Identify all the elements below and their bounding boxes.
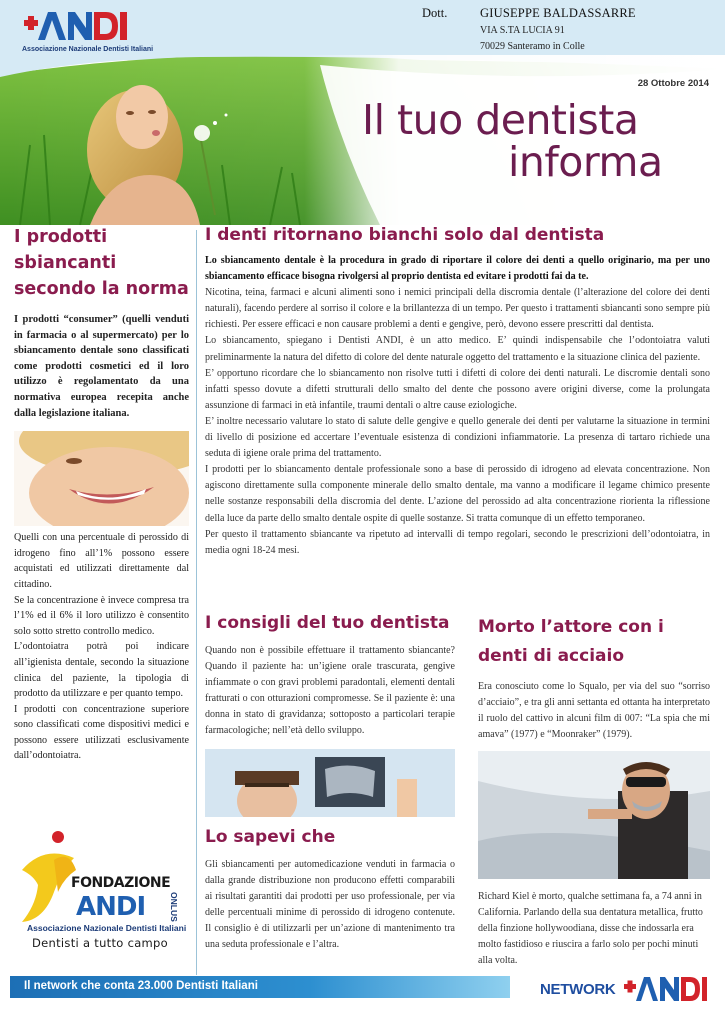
left-column [14, 224, 189, 764]
left-paragraph: Quelli con una percentuale di perossido di idrogeno fino all’1% possono essere acquistati ed utilizzati direttamente dal cittadino. [14, 532, 189, 590]
andi-logo-icon [22, 10, 132, 42]
left-paragraph: L’odontoiatra potrà poi indicare all’igienista dentale, secondo la situazione clinica del paziente, la tipologia di prodotto da utilizzare e per quanto tempo. [14, 641, 189, 700]
doctor-address-line1: VIA S.TA LUCIA 91 [480, 25, 565, 36]
fondazione-onlus: ONLUS [169, 892, 179, 922]
network-andi-mark-icon [622, 974, 712, 1004]
morto-heading: Morto l’attore con i denti di acciaio [478, 617, 664, 666]
main-article [205, 225, 710, 559]
left-heading: I prodotti sbiancanti secondo la norma [14, 227, 189, 299]
sapevi-text: Gli sbiancamenti per automedicazione venduti in farmacia o dalla grande distribuzione non producono effetti comparabili ai risultati garantiti dai prodotti per uso professionale, per via delle percentuali minime di perossido di idrogeno contenute. Il consiglio è di utilizzarli per un’azione di mantenimento tra una seduta professionale e l’altra. [205, 859, 455, 950]
right-column [478, 613, 710, 969]
consigli-text: Quando non è possibile effettuare il trattamento sbiancante? Quando il paziente ha: un’igiene orale trascurata, gengive infiammate o con gravi problemi paradontali, elementi dentali fratturati o con otturazioni compromesse. Se il paziente è: una donna in stato di gravidanza; sottoposto a particolari terapie farmacologiche; nell’età dello sviluppo. [205, 645, 455, 736]
middle-column [205, 613, 455, 953]
left-paragraph: I prodotti con concentrazione superiore sono classificati come dispositivi medici e possono essere utilizzati esclusivamente dall’odontoiatra. [14, 703, 189, 762]
column-divider [196, 230, 197, 975]
main-paragraph: E’ inoltre necessario valutare lo stato di salute delle gengive e quello generale dei denti per valutarne la situazione in termini di livello di posizione ed accertare l’eventuale esistenza di condizioni infiammatorie. La presenza di tartaro richiede una seduta di igiene orale prima del trattamento. [205, 415, 710, 460]
main-paragraph: Nicotina, teina, farmaci e alcuni alimenti sono i nemici principali della discromia dentale (l’alterazione del colore dei denti naturali), facendo perdere al sorriso il colore e la brillantezza di un tempo. Per questo i trattamenti sbiancanti sono sempre più richiesti. Per essere efficaci e non causare problemi a denti e gengive, però, devono essere prescritti dal dentista. [205, 287, 710, 331]
fondazione-andi-logo[interactable] [14, 830, 189, 955]
fondazione-tagline: Dentisti a tutto campo [32, 936, 168, 950]
network-andi-logo[interactable] [540, 974, 710, 1004]
doctor-address-line2: 70029 Santeramo in Colle [480, 41, 585, 52]
fondazione-assoc-caption: Associazione Nazionale Dentisti Italiani [27, 923, 187, 933]
dott-label: Dott. [422, 6, 448, 20]
left-paragraph: Se la concentrazione è invece compresa tra l’1% ed il 6% il loro utilizzo è consentito solo sotto stretto controllo medico. [14, 594, 189, 637]
doctor-name: GIUSEPPE BALDASSARRE [480, 6, 636, 20]
page-title-line2: informa [508, 138, 663, 186]
main-body [205, 285, 710, 559]
main-paragraph: Per questo il trattamento sbiancante va ripetuto ad intervalli di tempo regolari, secondo le prescrizioni dell’odontoiatra, in media ogni 18-24 mesi. [205, 528, 710, 556]
main-heading: I denti ritornano bianchi solo dal dentista [205, 225, 605, 245]
fondazione-andi-word: ANDI [76, 892, 146, 922]
footer-text: Il network che conta 23.000 Dentisti Italiani [24, 980, 258, 992]
dentist-xray-image [205, 749, 455, 817]
sapevi-heading: Lo sapevi che [205, 827, 336, 847]
main-paragraph: Lo sbiancamento, spiegano i Dentisti ANDI, è un atto medico. E’ quindi indispensabile che l’odontoiatra valuti preliminarmente la natura del difetto di colore del dente naturale oggetto del trattamento e la situazione clinica del paziente. [205, 335, 710, 363]
main-paragraph: E’ opportuno ricordare che lo sbiancamento non risolve tutti i difetti di colore dei denti naturali. Le discromie dentali sono infatti spesso dovute a difetti strutturali dello smalto del dente che possono avere origini diverse, come la prolungata assunzione di farmaci in età infantile, traumi dentali o altre cause eziologiche. [205, 367, 710, 411]
network-word: NETWORK [540, 981, 616, 998]
left-lead: I prodotti “consumer” (quelli venduti in farmacia o al supermercato) per lo sbiancamento dentale sono classificati come prodotti cosmetici ed il loro utilizzo è regolamentato da una normativa europea recepita anche dalla legislazione italiana. [14, 314, 189, 419]
left-body [14, 530, 189, 764]
fondazione-word: FONDAZIONE [71, 875, 171, 891]
andi-logo[interactable] [10, 10, 160, 54]
page-title-line1: Il tuo dentista [362, 96, 639, 144]
morto-text-1: Era conosciuto come lo Squalo, per via del suo “sorriso d’acciaio”, e tra gli anni settanta ed ottanta ha interpretato il ruolo del cattivo in alcuni film di 007: “La spia che mi amava” (1977) e “Moonraker” (1979). [478, 681, 710, 740]
main-paragraph: I prodotti per lo sbiancamento dentale professionale sono a base di perossido di idrogeno ad elevata concentrazione. Non agiscono direttamente sulla componente minerale dello smalto dentale, ma vanno a modificare il legame chimico presente nelle sostanze responsabili della discromia del dente. L’azione del perossido ad alta concentrazione riorienta la riflessione della luce da parte dello smalto dentale ospite di quelle sostanze. Si tratta comunque di un effetto temporaneo. [205, 464, 710, 524]
smiling-woman-image [14, 431, 189, 526]
main-lead: Lo sbiancamento dentale è la procedura in grado di riportare il colore dei denti a quello originario, ma per uno sbiancamento efficace bisogna rivolgersi al proprio dentista ed evitare i prodotti fai da te. [205, 255, 710, 283]
consigli-heading: I consigli del tuo dentista [205, 613, 450, 633]
actor-steel-teeth-image [478, 751, 710, 879]
issue-date: 28 Ottobre 2014 [637, 78, 709, 89]
morto-text-2: Richard Kiel è morto, qualche settimana fa, a 74 anni in California. Parlando della sua dentatura metallica, frutto della finzione hollywoodiana, disse che indossarla era molto fastidioso e riuscira a farlo solo per pochi minuti alla volta. [478, 891, 703, 966]
andi-logo-caption: Associazione Nazionale Dentisti Italiani [22, 46, 154, 53]
